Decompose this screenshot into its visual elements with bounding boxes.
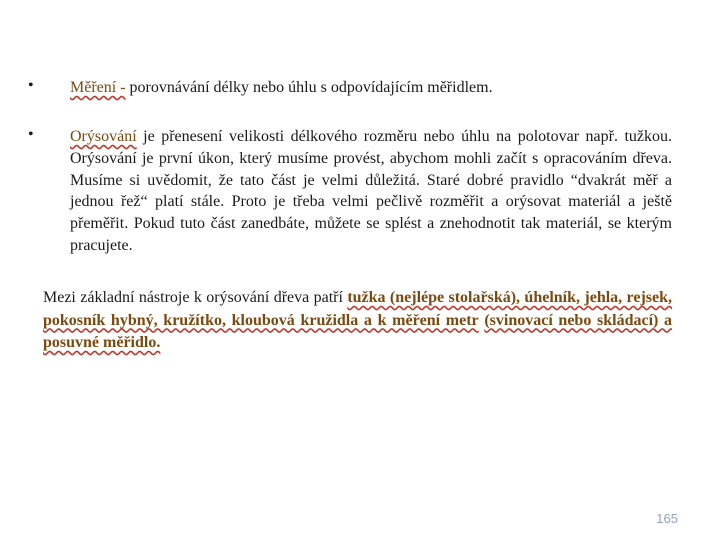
tools-paragraph xyxy=(43,287,672,355)
term-measurement: Měření - xyxy=(70,79,126,96)
definition-measurement-text: porovnávání délky nebo úhlu s odpovídajícím měřidlem. xyxy=(125,79,493,96)
bullet-point: • xyxy=(28,126,34,143)
tools-list: tužka (nejlépe stolařská), úhelník, jehla, rejsek, pokosník hybný, kružítko, kloubová kružidla a k měření metr xyxy=(43,289,673,329)
definition-measurement xyxy=(70,78,672,98)
definition-marking xyxy=(70,126,672,257)
tools-intro: Mezi základní nástroje k orýsování dřeva patří xyxy=(43,289,348,306)
bullet-point: • xyxy=(28,77,34,94)
tools-list-continued: (svinovací nebo skládací) a posuvné měřidlo. xyxy=(43,311,673,351)
term-marking: Orýsování xyxy=(70,128,137,145)
page-number: 165 xyxy=(656,511,678,526)
definition-marking-text: je přenesení velikosti délkového rozměru nebo úhlu na polotovar např. tužkou. Orýsování je první úkon, který musíme provést, abychom mohli začít s opracováním dřeva. Musíme si uvědomit, že tato část je velmi důležitá. Staré dobré pravidlo “dvakrát měř a jednou řež“ platí stále. Proto je třeba velmi pečlivě rozměřit a orýsovat materiál a ještě přeměřit. Pokud tuto část zanedbáte, můžete se splést a znehodnotit tak materiál, se kterým pracujete. xyxy=(70,128,672,254)
